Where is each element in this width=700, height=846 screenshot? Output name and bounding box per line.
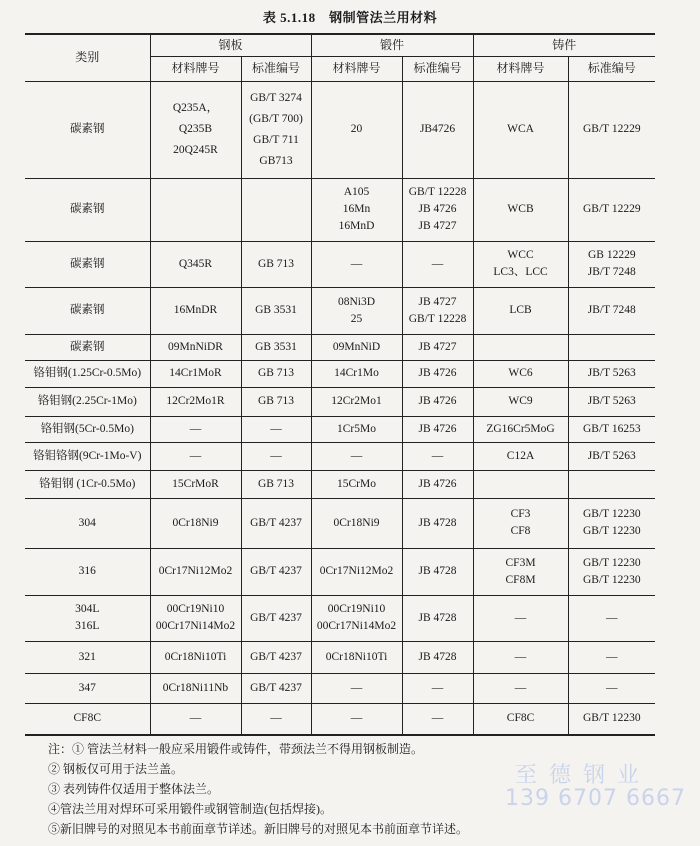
table-row	[25, 442, 655, 470]
plate-grade-cell: 0Cr18Ni10Ti	[150, 641, 241, 673]
header-group-forging: 锻件	[311, 34, 473, 56]
plate-standard-cell: GB/T 4237	[241, 673, 311, 703]
table-row	[25, 387, 655, 416]
casting-grade-cell: CF8C	[473, 703, 568, 735]
forging-grade-cell: —	[311, 703, 402, 735]
plate-grade-cell: 12Cr2Mo1R	[150, 387, 241, 416]
plate-standard-cell: GB 3531	[241, 334, 311, 360]
casting-standard-cell	[568, 334, 655, 360]
casting-standard-cell: JB/T 5263	[568, 360, 655, 387]
watermark-phone: 139 6707 6667	[505, 786, 686, 811]
forging-standard-cell: —	[402, 703, 473, 735]
casting-standard-cell: —	[568, 641, 655, 673]
forging-standard-cell: —	[402, 673, 473, 703]
watermark-name: 至德钢业	[515, 763, 652, 788]
plate-standard-cell: —	[241, 442, 311, 470]
plate-standard-cell: GB/T 4237	[241, 548, 311, 595]
casting-grade-cell: WCB	[473, 178, 568, 241]
cell-category: 碳素钢	[25, 287, 150, 334]
header-group-plate: 钢板	[150, 34, 311, 56]
notes	[48, 739, 655, 839]
casting-standard-cell: GB/T 12229	[568, 81, 655, 178]
casting-standard-cell: —	[568, 673, 655, 703]
table-row	[25, 81, 655, 178]
cell-category: CF8C	[25, 703, 150, 735]
note-item: ② 钢板仅可用于法兰盖。	[48, 762, 184, 776]
cell-category: 316	[25, 548, 150, 595]
forging-standard-cell: JB 4727	[402, 334, 473, 360]
forging-standard-cell: JB 4726	[402, 416, 473, 442]
note-item: 注：① 管法兰材料一般应采用锻件或铸件，带颈法兰不得用钢板制造。	[48, 742, 424, 756]
plate-grade-cell: Q345R	[150, 241, 241, 287]
casting-grade-cell	[473, 334, 568, 360]
casting-grade-cell: LCB	[473, 287, 568, 334]
forging-grade-cell: A105 16Mn 16MnD	[311, 178, 402, 241]
casting-grade-cell: —	[473, 595, 568, 641]
casting-standard-cell: GB/T 12229	[568, 178, 655, 241]
header-standard-number: 标准编号	[568, 56, 655, 81]
cell-category: 304L 316L	[25, 595, 150, 641]
forging-grade-cell: 08Ni3D 25	[311, 287, 402, 334]
forging-grade-cell: 0Cr17Ni12Mo2	[311, 548, 402, 595]
casting-grade-cell: WC9	[473, 387, 568, 416]
plate-standard-cell: GB 713	[241, 241, 311, 287]
casting-grade-cell: —	[473, 673, 568, 703]
forging-grade-cell: 00Cr19Ni10 00Cr17Ni14Mo2	[311, 595, 402, 641]
header-material-grade: 材料牌号	[150, 56, 241, 81]
plate-standard-cell	[241, 178, 311, 241]
cell-category: 347	[25, 673, 150, 703]
casting-grade-cell: WCC LC3、LCC	[473, 241, 568, 287]
plate-standard-cell: —	[241, 416, 311, 442]
casting-grade-cell: CF3M CF8M	[473, 548, 568, 595]
forging-grade-cell: 14Cr1Mo	[311, 360, 402, 387]
cell-category: 碳素钢	[25, 178, 150, 241]
table-row	[25, 416, 655, 442]
casting-standard-cell: GB/T 16253	[568, 416, 655, 442]
note-item: ③ 表列铸件仅适用于整体法兰。	[48, 782, 220, 796]
header-standard-number: 标准编号	[241, 56, 311, 81]
table-row	[25, 703, 655, 735]
table-row	[25, 673, 655, 703]
header-group-casting: 铸件	[473, 34, 655, 56]
plate-grade-cell: 0Cr18Ni9	[150, 498, 241, 548]
forging-standard-cell: JB 4726	[402, 387, 473, 416]
plate-standard-cell: GB/T 4237	[241, 641, 311, 673]
forging-standard-cell: JB 4728	[402, 548, 473, 595]
cell-category: 碳素钢	[25, 81, 150, 178]
cell-category: 铬钼钢(5Cr-0.5Mo)	[25, 416, 150, 442]
forging-standard-cell: JB 4728	[402, 498, 473, 548]
forging-grade-cell: 0Cr18Ni10Ti	[311, 641, 402, 673]
plate-grade-cell: —	[150, 416, 241, 442]
plate-grade-cell: Q235A， Q235B 20Q245R	[150, 81, 241, 178]
table-row	[25, 241, 655, 287]
forging-standard-cell: JB 4726	[402, 470, 473, 498]
forging-standard-cell: JB 4728	[402, 595, 473, 641]
casting-standard-cell: GB/T 12230 GB/T 12230	[568, 548, 655, 595]
cell-category: 304	[25, 498, 150, 548]
header-material-grade: 材料牌号	[473, 56, 568, 81]
forging-grade-cell: —	[311, 442, 402, 470]
forging-grade-cell: 12Cr2Mo1	[311, 387, 402, 416]
casting-standard-cell: JB/T 7248	[568, 287, 655, 334]
forging-grade-cell: 15CrMo	[311, 470, 402, 498]
plate-standard-cell: GB/T 4237	[241, 595, 311, 641]
plate-standard-cell: GB 713	[241, 360, 311, 387]
casting-grade-cell: WC6	[473, 360, 568, 387]
plate-grade-cell: 09MnNiDR	[150, 334, 241, 360]
header-standard-number: 标准编号	[402, 56, 473, 81]
header-material-grade: 材料牌号	[311, 56, 402, 81]
forging-grade-cell: 20	[311, 81, 402, 178]
forging-standard-cell: JB 4728	[402, 641, 473, 673]
plate-grade-cell	[150, 178, 241, 241]
plate-standard-cell: GB/T 4237	[241, 498, 311, 548]
casting-standard-cell: GB/T 12230	[568, 703, 655, 735]
cell-category: 321	[25, 641, 150, 673]
content	[25, 33, 655, 839]
casting-grade-cell: ZG16Cr5MoG	[473, 416, 568, 442]
plate-standard-cell: GB 713	[241, 387, 311, 416]
casting-grade-cell: CF3 CF8	[473, 498, 568, 548]
cell-category: 碳素钢	[25, 241, 150, 287]
casting-grade-cell: C12A	[473, 442, 568, 470]
table-row	[25, 548, 655, 595]
casting-standard-cell: JB/T 5263	[568, 442, 655, 470]
forging-standard-cell: GB/T 12228 JB 4726 JB 4727	[402, 178, 473, 241]
casting-standard-cell: GB/T 12230 GB/T 12230	[568, 498, 655, 548]
plate-grade-cell: 15CrMoR	[150, 470, 241, 498]
forging-standard-cell: —	[402, 241, 473, 287]
casting-grade-cell: —	[473, 641, 568, 673]
table-row	[25, 178, 655, 241]
cell-category: 铬钼钢(2.25Cr-1Mo)	[25, 387, 150, 416]
plate-grade-cell: 0Cr17Ni12Mo2	[150, 548, 241, 595]
cell-category: 碳素钢	[25, 334, 150, 360]
plate-grade-cell: 0Cr18Ni11Nb	[150, 673, 241, 703]
cell-category: 铬钼铬钢(9Cr-1Mo-V)	[25, 442, 150, 470]
materials-table	[25, 33, 655, 736]
forging-grade-cell: 1Cr5Mo	[311, 416, 402, 442]
plate-grade-cell: —	[150, 703, 241, 735]
table-row	[25, 498, 655, 548]
plate-standard-cell: —	[241, 703, 311, 735]
forging-standard-cell: JB 4727 GB/T 12228	[402, 287, 473, 334]
casting-grade-cell: WCA	[473, 81, 568, 178]
casting-standard-cell: —	[568, 595, 655, 641]
casting-standard-cell: GB 12229 JB/T 7248	[568, 241, 655, 287]
forging-standard-cell: —	[402, 442, 473, 470]
forging-grade-cell: 09MnNiD	[311, 334, 402, 360]
table-row	[25, 595, 655, 641]
plate-standard-cell: GB/T 3274 (GB/T 700) GB/T 711 GB713	[241, 81, 311, 178]
plate-grade-cell: —	[150, 442, 241, 470]
table-row	[25, 334, 655, 360]
forging-grade-cell: —	[311, 673, 402, 703]
plate-standard-cell: GB 713	[241, 470, 311, 498]
table-row	[25, 360, 655, 387]
table-title: 表 5.1.18 钢制管法兰用材料	[262, 10, 438, 25]
casting-standard-cell	[568, 470, 655, 498]
forging-grade-cell: —	[311, 241, 402, 287]
plate-grade-cell: 16MnDR	[150, 287, 241, 334]
plate-grade-cell: 14Cr1MoR	[150, 360, 241, 387]
header-category: 类别	[25, 34, 150, 81]
note-item: ⑤新旧牌号的对照见本书前面章节详述。新旧牌号的对照见本书前面章节详述。	[48, 822, 469, 836]
forging-standard-cell: JB4726	[402, 81, 473, 178]
table-row	[25, 470, 655, 498]
note-item: ④管法兰用对焊环可采用锻件或钢管制造(包括焊接)。	[48, 802, 332, 816]
forging-standard-cell: JB 4726	[402, 360, 473, 387]
table-row	[25, 641, 655, 673]
cell-category: 铬钼钢(1.25Cr-0.5Mo)	[25, 360, 150, 387]
plate-standard-cell: GB 3531	[241, 287, 311, 334]
casting-standard-cell: JB/T 5263	[568, 387, 655, 416]
plate-grade-cell: 00Cr19Ni10 00Cr17Ni14Mo2	[150, 595, 241, 641]
casting-grade-cell	[473, 470, 568, 498]
forging-grade-cell: 0Cr18Ni9	[311, 498, 402, 548]
table-row	[25, 287, 655, 334]
cell-category: 铬钼钢 (1Cr-0.5Mo)	[25, 470, 150, 498]
